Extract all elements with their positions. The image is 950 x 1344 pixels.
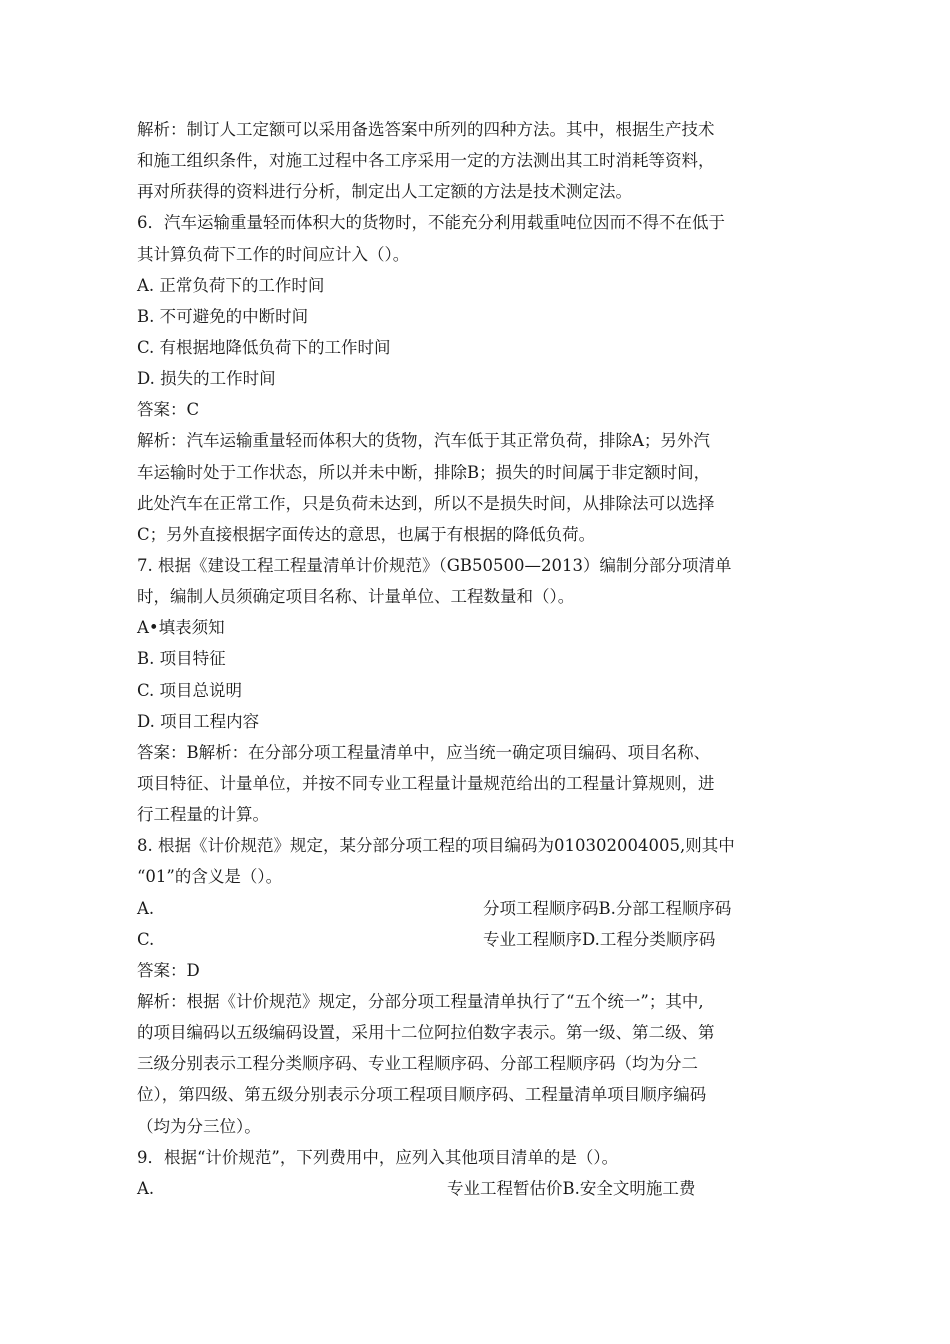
text-line: 其计算负荷下工作的时间应计入（）。 — [137, 244, 410, 264]
text-line: 时，编制人员须确定项目名称、计量单位、工程数量和（）。 — [137, 587, 575, 607]
option-text: 专业工程顺序D.工程分类顺序码 — [483, 929, 716, 949]
option-line: C. 有根据地降低负荷下的工作时间 — [137, 337, 391, 357]
text-line: C；另外直接根据字面传达的意思，也属于有根据的降低负荷。 — [137, 524, 596, 544]
option-row — [137, 924, 837, 955]
option-label: A. — [137, 1178, 155, 1198]
option-text: 分项工程顺序码B.分部工程顺序码 — [483, 898, 732, 918]
question-7: 7. 根据《建设工程工程量清单计价规范》（GB50500—2013）编制分部分项清单 — [137, 555, 732, 575]
text-line: 项目特征、计量单位，并按不同专业工程量计量规范给出的工程量计算规则，进 — [137, 773, 715, 793]
text-line: 解析：汽车运输重量轻而体积大的货物，汽车低于其正常负荷，排除A；另外汽 — [137, 431, 710, 451]
option-row — [137, 893, 837, 924]
answer-line: 答案：C — [137, 400, 200, 420]
option-line: B. 项目特征 — [137, 649, 226, 669]
option-line: D. 项目工程内容 — [137, 711, 260, 731]
answer-line: 答案：D — [137, 960, 200, 980]
option-line: A. 正常负荷下的工作时间 — [137, 275, 325, 295]
text-line: 车运输时处于工作状态，所以并未中断，排除B；损失的时间属于非定额时间， — [137, 462, 711, 482]
option-line: A•填表须知 — [137, 618, 225, 638]
option-line: C. 项目总说明 — [137, 680, 243, 700]
text-line: 此处汽车在正常工作，只是负荷未达到，所以不是损失时间，从排除法可以选择 — [137, 493, 715, 513]
option-label: A. — [137, 898, 155, 918]
document-page — [137, 114, 837, 1204]
text-line: 的项目编码以五级编码设置，采用十二位阿拉伯数字表示。第一级、第二级、第 — [137, 1023, 715, 1043]
option-label: C. — [137, 929, 155, 949]
text-line: 位），第四级、第五级分别表示分项工程项目顺序码、工程量清单项目顺序编码 — [137, 1085, 707, 1105]
option-row — [137, 1173, 837, 1204]
text-line: 和施工组织条件，对施工过程中各工序采用一定的方法测出其工时消耗等资料， — [137, 151, 715, 171]
question-8: 8. 根据《计价规范》规定，某分部分项工程的项目编码为010302004005,则其中 — [137, 836, 735, 856]
option-line: D. 损失的工作时间 — [137, 369, 276, 389]
option-line: B. 不可避免的中断时间 — [137, 306, 309, 326]
option-text: 专业工程暂估价B.安全文明施工费 — [447, 1178, 696, 1198]
text-line: （均为分三位）。 — [137, 1116, 261, 1136]
question-6: 6．汽车运输重量轻而体积大的货物时，不能充分利用载重吨位因而不得不在低于 — [137, 213, 725, 233]
text-line: 三级分别表示工程分类顺序码、专业工程顺序码、分部工程顺序码（均为分二 — [137, 1054, 698, 1074]
text-line: 解析：制订人工定额可以采用备选答案中所列的四种方法。其中，根据生产技术 — [137, 120, 715, 139]
text-line: 再对所获得的资料进行分析，制定出人工定额的方法是技术测定法。 — [137, 182, 632, 202]
text-line: 行工程量的计算。 — [137, 805, 269, 825]
text-line: “01”的含义是（）。 — [137, 867, 283, 887]
text-line: 解析：根据《计价规范》规定，分部分项工程量清单执行了“五个统一”；其中, — [137, 991, 704, 1011]
question-9: 9．根据“计价规范”，下列费用中，应列入其他项目清单的是（）。 — [137, 1147, 619, 1167]
answer-line: 答案：B解析：在分部分项工程量清单中，应当统一确定项目编码、项目名称、 — [137, 742, 711, 762]
